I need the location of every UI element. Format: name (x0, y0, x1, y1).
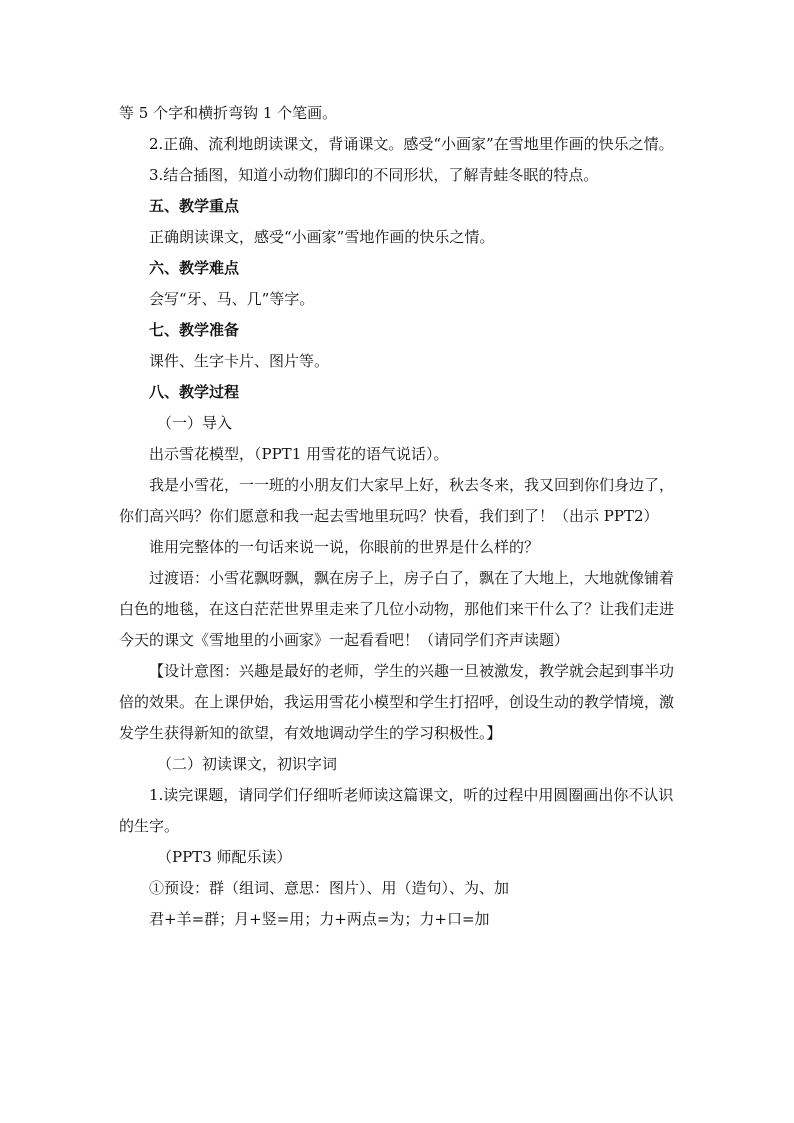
paragraph: 1.读完课题，请同学们仔细听老师读这篇课文，听的过程中用圆圈画出你不认识的生字。 (119, 786, 674, 835)
subheading-first-reading: （二）初读课文，初识字词 (157, 755, 338, 773)
section-heading-process: 八、教学过程 (149, 383, 240, 401)
paragraph: 过渡语：小雪花飘呀飘，飘在房子上，房子白了，飘在了大地上，大地就像铺着白色的地毯，在这白茫茫世界里走来了几位小动物，那他们来干什么了？让我们走进今天的课文《雪地里的小画家》一起看看吧！（请同学们齐声读题） (119, 569, 675, 649)
paragraph: 我是小雪花，一一班的小朋友们大家早上好，秋去冬来，我又回到你们身边了，你们高兴吗？你们愿意和我一起去雪地里玩吗？快看，我们到了！（出示 PPT2） (119, 476, 675, 525)
objective-2: 2.正确、流利地朗读课文，背诵课文。感受“小画家”在雪地里作画的快乐之情。 (149, 135, 674, 153)
section-heading-preparation: 七、教学准备 (149, 321, 240, 339)
paragraph: 出示雪花模型，（PPT1 用雪花的语气说话）。 (149, 445, 449, 463)
key-points-text: 正确朗读课文，感受“小画家”雪地作画的快乐之情。 (149, 228, 495, 246)
section-heading-key-points: 五、教学重点 (149, 197, 240, 215)
preview-list: ①预设：群（组词、意思：图片）、用（造句）、为、加 (149, 879, 510, 897)
paragraph: 等 5 个字和横折弯钩 1 个笔画。 (119, 104, 338, 122)
paragraph: 谁用完整体的一句话来说一说，你眼前的世界是什么样的？ (149, 538, 540, 556)
ppt-note: （PPT3 师配乐读） (157, 848, 292, 866)
character-formulas: 君+羊=群；月+竖=用；力+两点=为；力+口=加 (149, 910, 490, 928)
difficulties-text: 会写“牙、马、几”等字。 (149, 290, 315, 308)
objective-3: 3.结合插图，知道小动物们脚印的不同形状，了解青蛙冬眠的特点。 (149, 166, 599, 184)
section-heading-difficulties: 六、教学难点 (149, 259, 240, 277)
design-intent: 【设计意图：兴趣是最好的老师，学生的兴趣一旦被激发，教学就会起到事半功倍的效果。在上课伊始，我运用雪花小模型和学生打招呼，创设生动的教学情境，激发学生获得新知的欲望，有效地调动学生的学习积极性。】 (119, 662, 675, 742)
document-body (119, 98, 679, 935)
preparation-text: 课件、生字卡片、图片等。 (149, 352, 330, 370)
subheading-introduction: （一）导入 (157, 414, 233, 432)
